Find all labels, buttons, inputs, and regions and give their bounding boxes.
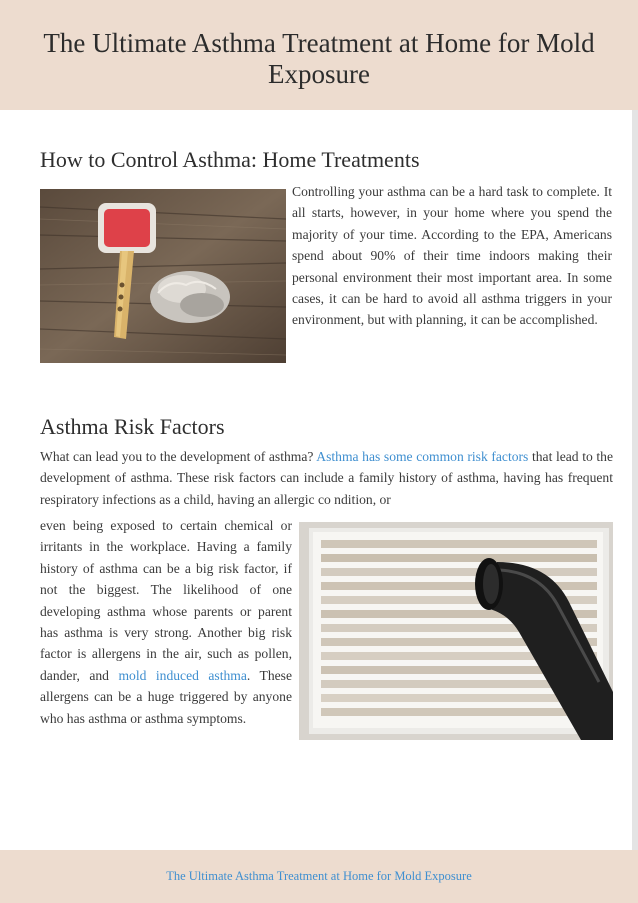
- footer-band: [0, 850, 638, 903]
- risk-factors-link[interactable]: Asthma has some common risk factors: [316, 449, 529, 464]
- risk-factors-wrapped-paragraph: [40, 515, 292, 729]
- pet-brush-image: [40, 189, 286, 363]
- section1-paragraph: Controlling your asthma can be a hard task to complete. It all starts, however, in your home where you spend the majority of your time. According to the EPA, Americans spend about 90% of their time indoors making their personal environment their most important area. In some cases, it can be hard to avoid all asthma triggers in your environment, but with planning, it can be accomplished.: [292, 184, 612, 328]
- vent-cleaning-image: [299, 522, 613, 740]
- air-vent-vacuum-photo: [299, 522, 613, 740]
- section-heading-home-treatments: How to Control Asthma: Home Treatments: [40, 147, 420, 172]
- risk-intro-text: What can lead you to the development of asthma?: [40, 449, 317, 464]
- page-edge-shadow: [632, 110, 638, 850]
- pet-brush-photo: [40, 189, 286, 363]
- risk-end-text: . These allergens can be a huge triggered by anyone who has asthma or asthma symptoms.: [40, 667, 293, 726]
- mold-induced-asthma-link[interactable]: mold induced asthma: [118, 667, 247, 683]
- header-band: [0, 0, 638, 110]
- section-heading-risk-factors: Asthma Risk Factors: [40, 414, 225, 439]
- page-title: The Ultimate Asthma Treatment at Home for Mold Exposure: [43, 28, 595, 89]
- risk-after-link-text: that lead to the development of asthma. These risk factors can include a family history of asthma, having has frequent respiratory infections as a child, having an allergic co ndition, or: [40, 449, 613, 507]
- risk-factors-intro-paragraph: [40, 446, 613, 510]
- risk-wrap-text: even being exposed to certain chemical or irritants in the workplace. Having a family history of asthma can be a big risk factor, if not the biggest. The likelihood of one developing asthma whose parents or parent has asthma is very strong. Another big risk factor is allergens in the air, such as pollen, dander, and: [40, 518, 292, 683]
- footer-link[interactable]: The Ultimate Asthma Treatment at Home for Mold Exposure: [166, 869, 472, 883]
